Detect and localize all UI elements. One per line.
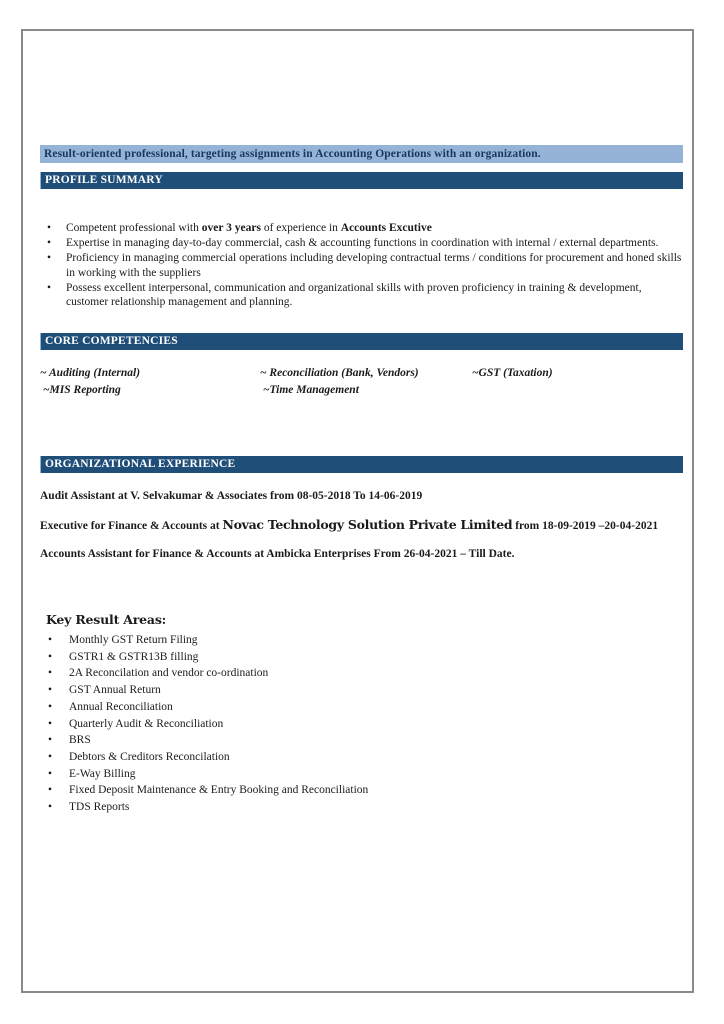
key-result-item: • 2A Reconcilation and vendor co-ordination	[40, 665, 683, 682]
experience-entry-accounts-assistant: Accounts Assistant for Finance & Accounts at Ambicka Enterprises From 26-04-2021 – Till Date.	[40, 548, 515, 561]
section-header-core-competencies: CORE COMPETENCIES	[40, 333, 683, 350]
resume-content	[23, 145, 692, 816]
experience-entry-audit-assistant: Audit Assistant at V. Selvakumar & Associates from 08-05-2018 To 14-06-2019	[40, 490, 423, 503]
profile-bullet-1-bold-years: over 3 years	[201, 222, 261, 234]
experience-entry-executive-finance	[40, 515, 683, 536]
experience-2-dates: from 18-09-2019 –20-04-2021	[512, 520, 659, 533]
profile-bullet-1-text: Competent professional with	[66, 222, 202, 234]
key-result-item: • GST Annual Return	[40, 682, 683, 699]
experience-2-role: Executive for Finance & Accounts at	[40, 520, 223, 533]
key-result-areas-heading: Key Result Areas:	[46, 612, 167, 628]
experience-2-company: Novac Technology Solution Private Limited	[222, 517, 513, 533]
experience-block	[40, 487, 683, 564]
key-result-item: • E-Way Billing	[40, 766, 683, 783]
key-result-item: • GSTR1 & GSTR13B filling	[40, 649, 683, 666]
key-result-item: • Debtors & Creditors Reconcilation	[40, 749, 683, 766]
resume-page	[21, 29, 694, 993]
section-header-organizational-experience: ORGANIZATIONAL EXPERIENCE	[40, 456, 683, 473]
headline-banner: Result-oriented professional, targeting assignments in Accounting Operations with an organization.	[40, 145, 683, 163]
key-result-item: • Quarterly Audit & Reconciliation	[40, 716, 683, 733]
key-result-item: • TDS Reports	[40, 799, 683, 816]
key-result-areas-list	[40, 632, 683, 816]
profile-bullet-1	[40, 221, 683, 236]
key-result-item: • Annual Reconciliation	[40, 699, 683, 716]
competency-reconciliation: ~ Reconciliation (Bank, Vendors)	[260, 367, 419, 380]
competency-auditing: ~ Auditing (Internal)	[40, 367, 141, 380]
key-result-item: • BRS	[40, 732, 683, 749]
section-header-profile-summary: PROFILE SUMMARY	[40, 172, 683, 189]
key-result-item: • Fixed Deposit Maintenance & Entry Booking and Reconciliation	[40, 782, 683, 799]
profile-bullet-2: • Expertise in managing day-to-day commercial, cash & accounting functions in coordination with internal / external departments.	[40, 236, 683, 251]
profile-bullet-1-text-2: of experience in	[260, 222, 341, 234]
core-competencies-grid	[40, 365, 683, 399]
profile-summary-list	[40, 221, 683, 310]
competency-time-management: ~Time Management	[263, 384, 359, 397]
profile-bullet-3: • Proficiency in managing commercial operations including developing contractual terms / conditions for procurement and honed skills in working with the suppliers	[40, 251, 683, 280]
profile-bullet-4: • Possess excellent interpersonal, communication and organizational skills with proven proficiency in training & development, customer relationship management and planning.	[40, 281, 683, 310]
competency-empty-cell	[472, 382, 683, 399]
profile-bullet-1-bold-role: Accounts Excutive	[340, 222, 432, 234]
competency-mis-reporting: ~MIS Reporting	[43, 384, 121, 397]
competency-gst: ~GST (Taxation)	[472, 367, 553, 380]
key-result-item: • Monthly GST Return Filing	[40, 632, 683, 649]
